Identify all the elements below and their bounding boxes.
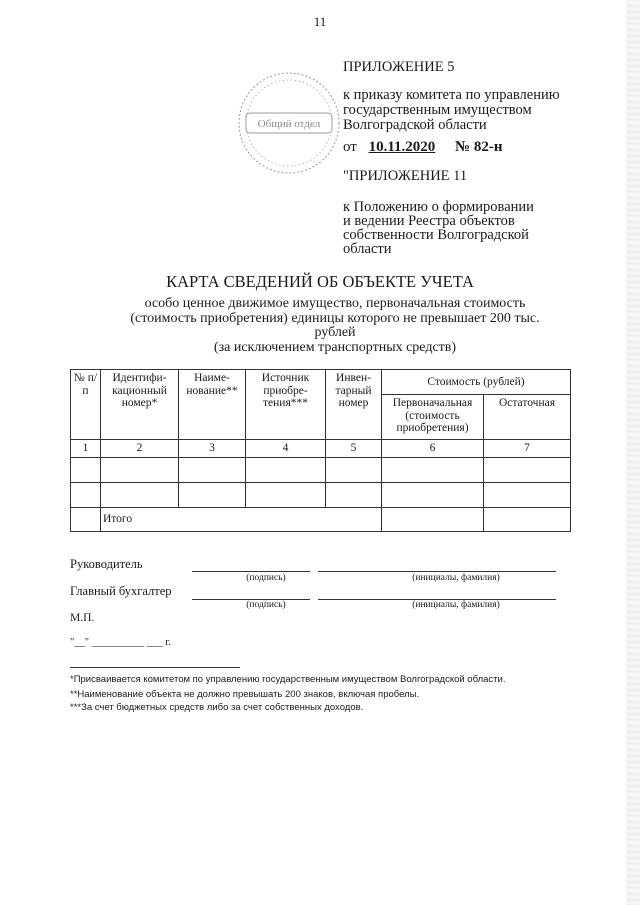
footnote-divider <box>70 667 240 668</box>
table-row-column-numbers <box>71 440 571 458</box>
stamp-text: Общий отдел <box>257 118 321 130</box>
empty-cell <box>484 482 571 507</box>
empty-cell <box>382 457 484 482</box>
head-label: Руководитель <box>70 557 143 571</box>
header-cost: Стоимость (рублей) <box>382 370 571 395</box>
subtitle-line: особо ценное движимое имущество, первоначальная стоимость <box>144 296 526 311</box>
empty-cell <box>101 457 179 482</box>
empty-cell <box>179 457 246 482</box>
empty-cell <box>326 482 382 507</box>
seal-label: М.П. <box>70 612 95 624</box>
stamp-seal <box>234 68 344 178</box>
header-initial-cost: Первоначальная (стоимость приобретения) <box>382 395 484 440</box>
subtitle-line: рублей <box>314 325 356 340</box>
table-row <box>71 457 571 482</box>
appendix-11-line: собственности Волгоградской <box>343 227 529 243</box>
column-number-cell: 6 <box>382 440 484 458</box>
head-signature-line <box>192 570 310 572</box>
empty-cell <box>179 482 246 507</box>
header-number: № п/п <box>71 370 101 440</box>
order-number: № 82-н <box>455 139 503 155</box>
table-row <box>71 482 571 507</box>
head-signature-hint: (подпись) <box>246 573 286 583</box>
order-reference <box>343 139 503 155</box>
empty-cell <box>246 457 326 482</box>
appendix-heading: ПРИЛОЖЕНИЕ 5 <box>343 59 455 75</box>
total-label: Итого <box>101 507 382 531</box>
head-initials-line <box>318 570 556 572</box>
appendix-11-heading: "ПРИЛОЖЕНИЕ 11 <box>343 168 468 184</box>
empty-cell <box>382 482 484 507</box>
header-inventory: Инвен-тарный номер <box>326 370 382 440</box>
empty-cell <box>71 482 101 507</box>
appendix-line: государственным имуществом <box>343 102 532 118</box>
page-number: 11 <box>313 14 327 29</box>
accountant-initials-hint: (инициалы, фамилия) <box>412 600 500 610</box>
appendix-11-line: области <box>343 241 392 257</box>
footnote: **Наименование объекта не должно превышать 200 знаков, включая пробелы. <box>70 689 420 700</box>
header-id: Идентифи-кационный номер* <box>101 370 179 440</box>
footnote: *Присваивается комитетом по управлению государственным имуществом Волгоградской области. <box>70 674 506 685</box>
head-initials-hint: (инициалы, фамилия) <box>412 573 500 583</box>
empty-cell <box>484 457 571 482</box>
subtitle-line: (за исключением транспортных средств) <box>213 339 457 355</box>
registry-table <box>70 369 571 532</box>
subtitle-line: (стоимость приобретения) единицы которого не превышает 200 тыс. <box>130 310 540 326</box>
table-row-total <box>71 507 571 531</box>
header-residual-cost: Остаточная <box>484 395 571 440</box>
document-subtitle <box>90 297 580 355</box>
column-number-cell: 3 <box>179 440 246 458</box>
date-line: "__" __________ ___ г. <box>70 637 171 648</box>
accountant-signature-hint: (подпись) <box>246 600 286 610</box>
empty-cell <box>71 507 101 531</box>
appendix-line: Волгоградской области <box>343 117 487 133</box>
empty-cell <box>326 457 382 482</box>
footnote: ***За счет бюджетных средств либо за счет собственных доходов. <box>70 702 364 713</box>
table-header-row <box>71 370 571 395</box>
total-initial-cell <box>382 507 484 531</box>
column-number-cell: 7 <box>484 440 571 458</box>
scan-edge-shadow <box>626 0 640 905</box>
column-number-cell: 5 <box>326 440 382 458</box>
appendix-line: к приказу комитета по управлению <box>343 87 560 103</box>
total-residual-cell <box>484 507 571 531</box>
column-number-cell: 1 <box>71 440 101 458</box>
header-name: Наиме-нование** <box>179 370 246 440</box>
document-title: КАРТА СВЕДЕНИЙ ОБ ОБЪЕКТЕ УЧЕТА <box>166 272 474 291</box>
appendix-11-line: и ведении Реестра объектов <box>343 213 515 229</box>
header-source: Источник приобре-тения*** <box>246 370 326 440</box>
accountant-label: Главный бухгалтер <box>70 584 172 598</box>
from-label: от <box>343 139 357 155</box>
empty-cell <box>71 457 101 482</box>
appendix-11-line: к Положению о формировании <box>343 199 534 215</box>
empty-cell <box>246 482 326 507</box>
empty-cell <box>101 482 179 507</box>
order-date: 10.11.2020 <box>368 139 436 155</box>
column-number-cell: 4 <box>246 440 326 458</box>
column-number-cell: 2 <box>101 440 179 458</box>
